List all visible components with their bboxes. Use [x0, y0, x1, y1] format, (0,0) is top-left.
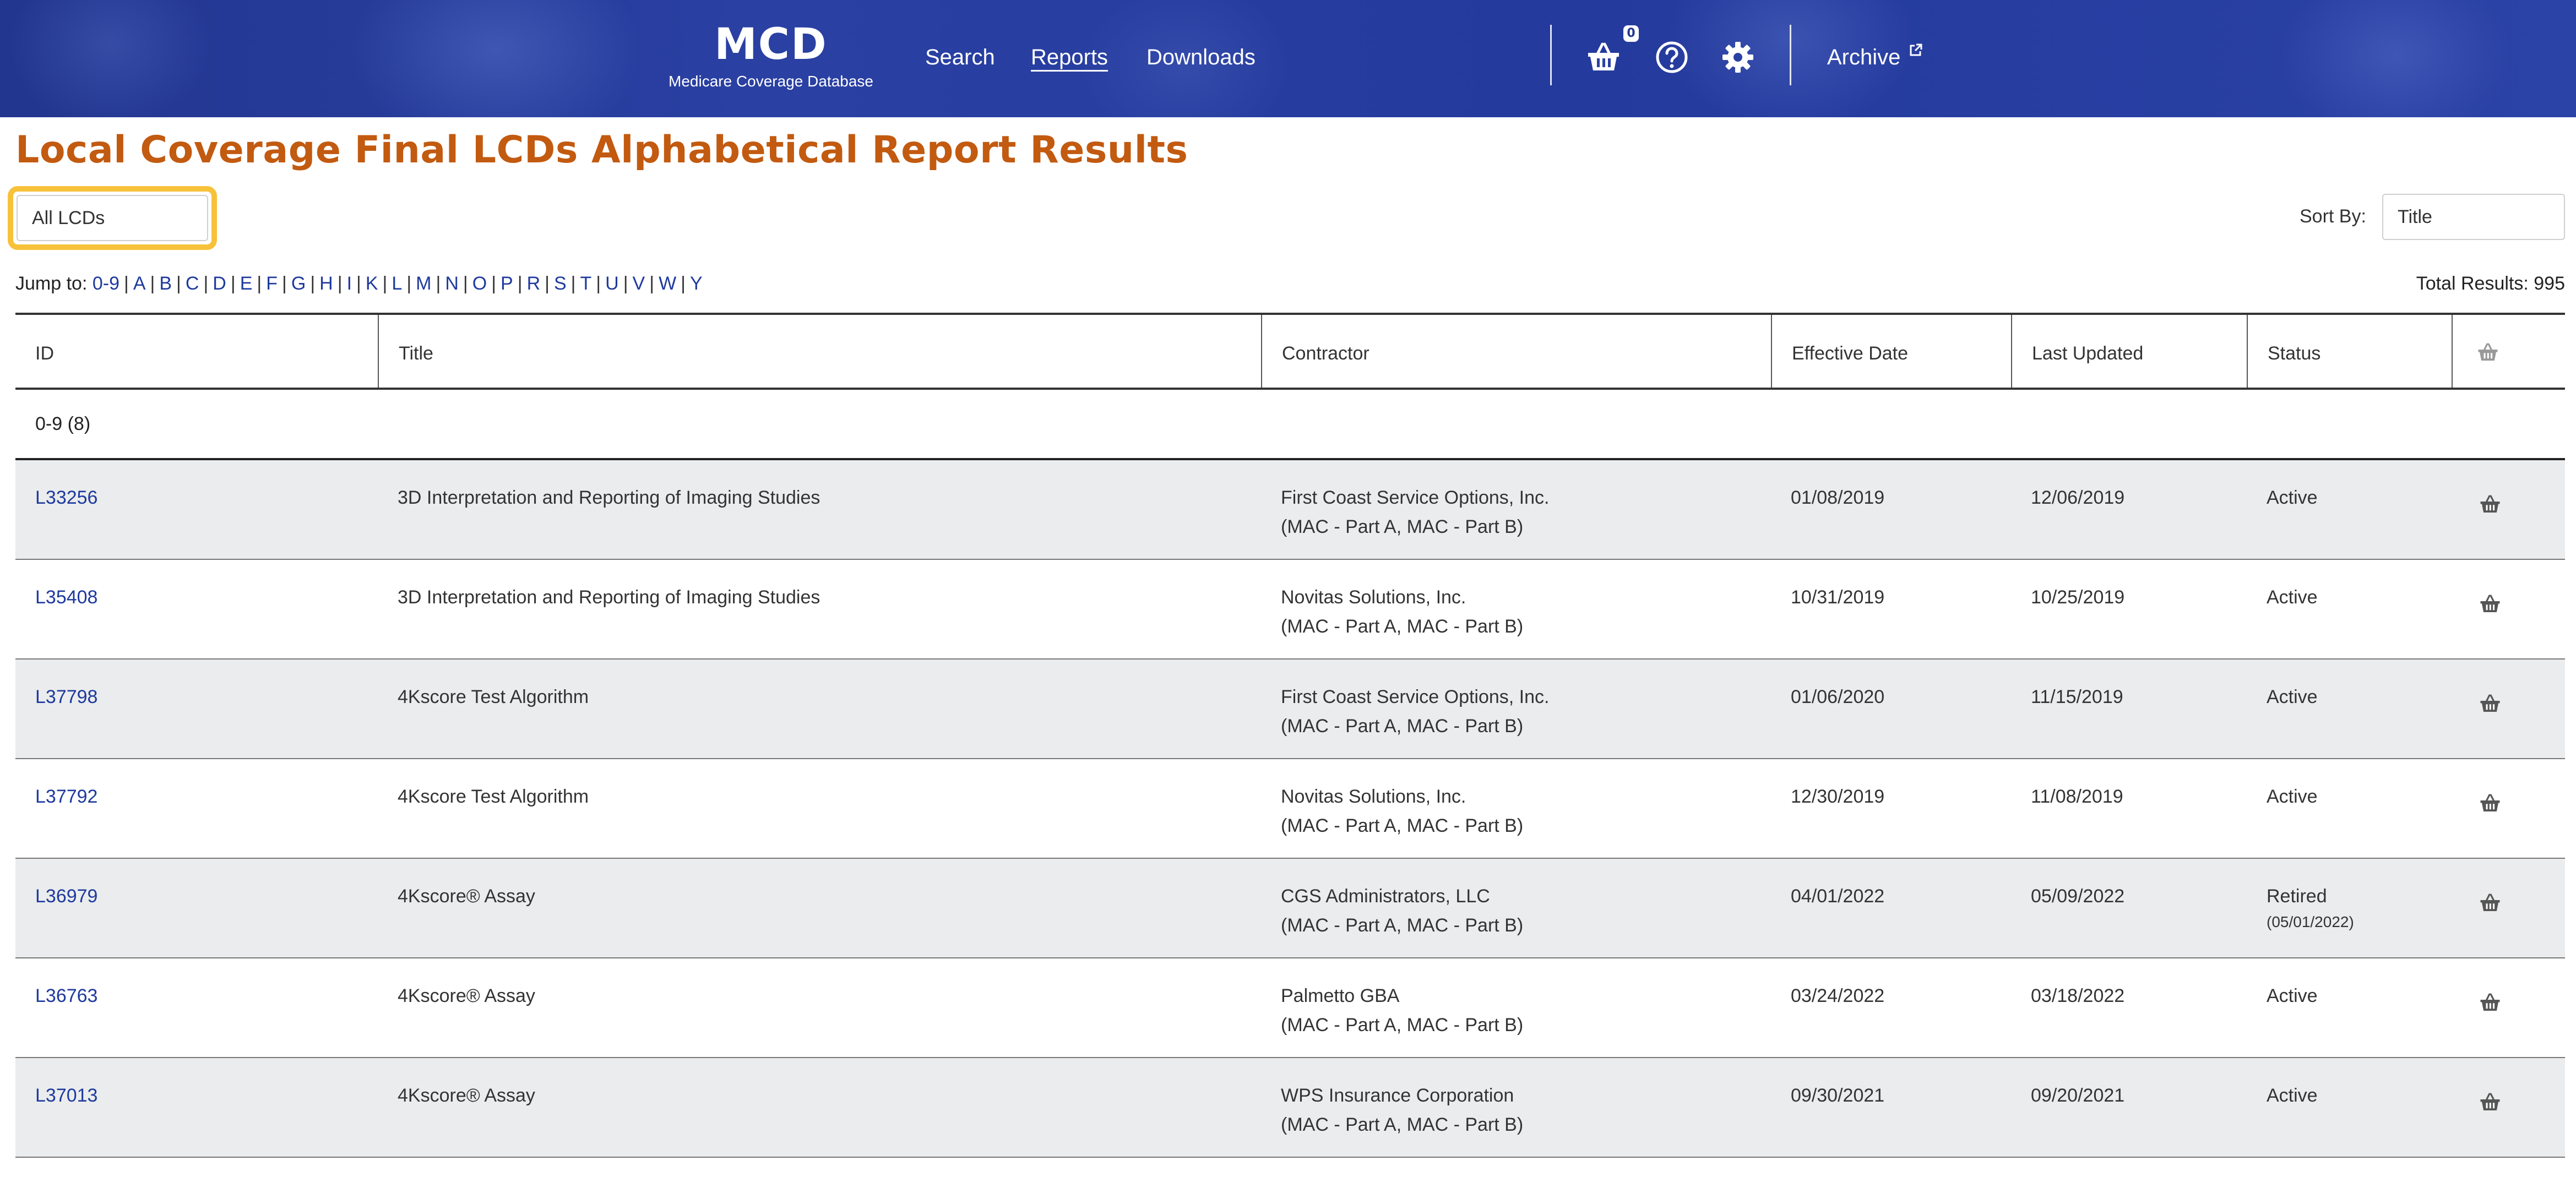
lcd-title: 4Kscore® Assay [398, 985, 535, 1006]
col-header-id[interactable]: ID [35, 343, 54, 364]
jump-separator: | [356, 273, 361, 294]
jump-separator: | [282, 273, 287, 294]
status-retired-date: (05/01/2022) [2267, 913, 2354, 930]
lcd-title: 4Kscore® Assay [398, 1085, 535, 1106]
add-to-basket-icon[interactable] [2479, 991, 2501, 1013]
lcd-title: 4Kscore Test Algorithm [398, 786, 589, 807]
table-row [15, 958, 2565, 1058]
total-results: Total Results: 995 [2416, 273, 2565, 294]
contractor [1281, 882, 1523, 940]
contractor [1281, 782, 1523, 841]
jump-separator: | [545, 273, 550, 294]
jump-separator: | [382, 273, 388, 294]
jump-separator: | [150, 273, 155, 294]
contractor-name: Novitas Solutions, Inc. [1281, 786, 1466, 807]
status-label: Active [2267, 985, 2318, 1006]
add-to-basket-icon[interactable] [2479, 892, 2501, 914]
contractor [1281, 583, 1523, 641]
lcd-id-link[interactable]: L37792 [35, 786, 98, 807]
jump-separator: | [681, 273, 686, 294]
lcd-id-link[interactable]: L36979 [35, 886, 98, 907]
jump-separator: | [491, 273, 497, 294]
lcd-filter-select[interactable]: All LCDs [17, 195, 208, 241]
table-row [15, 560, 2565, 660]
last-updated: 09/20/2021 [2031, 1085, 2125, 1106]
effective-date: 01/06/2020 [1791, 686, 1885, 707]
status [2267, 982, 2318, 1011]
status-label: Active [2267, 786, 2318, 807]
table-row [15, 660, 2565, 759]
jump-link[interactable]: R [526, 273, 541, 294]
gear-icon[interactable] [1720, 40, 1756, 75]
jump-link[interactable]: G [291, 273, 306, 294]
lcd-id-link[interactable]: L35408 [35, 587, 98, 608]
last-updated: 03/18/2022 [2031, 985, 2125, 1006]
filter-focus-ring [8, 186, 217, 250]
effective-date: 09/30/2021 [1791, 1085, 1885, 1106]
table-row [15, 759, 2565, 859]
jump-link[interactable]: 0-9 [92, 273, 119, 294]
jump-separator: | [123, 273, 129, 294]
help-icon[interactable] [1654, 40, 1689, 75]
jump-link[interactable]: C [185, 273, 199, 294]
jump-separator: | [649, 273, 655, 294]
group-header-0-9: 0-9 (8) [15, 390, 2565, 460]
add-to-basket-icon[interactable] [2479, 493, 2501, 515]
jump-separator: | [337, 273, 343, 294]
jump-separator: | [176, 273, 181, 294]
jump-link[interactable]: M [416, 273, 432, 294]
jump-separator: | [230, 273, 236, 294]
lcd-title: 4Kscore® Assay [398, 886, 535, 907]
add-to-basket-icon[interactable] [2479, 1091, 2501, 1113]
jump-link[interactable]: W [659, 273, 677, 294]
effective-date: 04/01/2022 [1791, 886, 1885, 907]
contractor [1281, 1081, 1523, 1140]
contractor-name: Novitas Solutions, Inc. [1281, 587, 1466, 608]
last-updated: 11/08/2019 [2031, 786, 2123, 807]
table-row [15, 460, 2565, 560]
site-logo[interactable] [661, 20, 881, 91]
jump-separator: | [596, 273, 601, 294]
status [2267, 583, 2318, 612]
jump-separator: | [517, 273, 523, 294]
last-updated: 11/15/2019 [2031, 686, 2123, 707]
status [2267, 782, 2318, 811]
jump-separator: | [570, 273, 576, 294]
jump-link[interactable]: O [472, 273, 487, 294]
lcd-id-link[interactable]: L33256 [35, 487, 98, 508]
jump-link[interactable]: T [580, 273, 592, 294]
contractor-type: (MAC - Part A, MAC - Part B) [1281, 915, 1524, 936]
lcd-title: 3D Interpretation and Reporting of Imaging Studies [398, 487, 820, 508]
jump-link[interactable]: V [632, 273, 645, 294]
header-divider [1790, 25, 1791, 85]
col-header-last-updated[interactable]: Last Updated [2011, 315, 2143, 388]
effective-date: 01/08/2019 [1791, 487, 1885, 508]
results-table [15, 313, 2565, 1158]
nav-reports[interactable]: Reports [1031, 45, 1108, 69]
jump-separator: | [463, 273, 468, 294]
lcd-title: 4Kscore Test Algorithm [398, 686, 589, 707]
effective-date: 12/30/2019 [1791, 786, 1885, 807]
jump-link[interactable]: Y [690, 273, 703, 294]
nav-downloads[interactable]: Downloads [1146, 45, 1256, 69]
table-header [15, 313, 2565, 390]
add-to-basket-icon[interactable] [2479, 693, 2501, 715]
status [2267, 882, 2354, 933]
status-label: Active [2267, 1085, 2318, 1106]
contractor-type: (MAC - Part A, MAC - Part B) [1281, 516, 1524, 537]
jump-label: Jump to: [15, 273, 88, 294]
jump-link[interactable]: F [266, 273, 278, 294]
status-label: Active [2267, 587, 2318, 608]
lcd-id-link[interactable]: L36763 [35, 985, 98, 1006]
col-header-cart [2452, 315, 2565, 388]
jump-link[interactable]: H [319, 273, 333, 294]
col-header-effective-date[interactable]: Effective Date [1771, 315, 1908, 388]
jump-link[interactable]: E [240, 273, 253, 294]
jump-link[interactable]: L [392, 273, 403, 294]
jump-link[interactable]: B [159, 273, 172, 294]
lcd-title: 3D Interpretation and Reporting of Imaging Studies [398, 587, 820, 608]
archive-link[interactable]: Archive [1827, 45, 1901, 69]
jump-link[interactable]: I [346, 273, 352, 294]
jump-link[interactable]: D [213, 273, 226, 294]
status-label: Active [2267, 686, 2318, 707]
contractor-type: (MAC - Part A, MAC - Part B) [1281, 1114, 1524, 1135]
contractor-name: WPS Insurance Corporation [1281, 1085, 1514, 1106]
last-updated: 12/06/2019 [2031, 487, 2125, 508]
contractor [1281, 683, 1550, 741]
last-updated: 10/25/2019 [2031, 587, 2125, 608]
site-header [0, 0, 2576, 117]
header-divider [1550, 25, 1552, 85]
basket-icon [2477, 341, 2499, 363]
jump-link[interactable]: P [501, 273, 513, 294]
col-header-status[interactable]: Status [2247, 315, 2320, 388]
last-updated: 05/09/2022 [2031, 886, 2125, 907]
sort-label: Sort By: [2300, 206, 2366, 227]
contractor-type: (MAC - Part A, MAC - Part B) [1281, 1015, 1524, 1036]
contractor-type: (MAC - Part A, MAC - Part B) [1281, 815, 1524, 836]
jump-link[interactable]: K [365, 273, 378, 294]
jump-separator: | [203, 273, 209, 294]
sort-select[interactable]: Title [2382, 194, 2565, 240]
jump-link[interactable]: U [605, 273, 619, 294]
logo-subtitle: Medicare Coverage Database [669, 73, 873, 90]
jump-link[interactable]: A [133, 273, 146, 294]
external-link-icon [1909, 43, 1923, 57]
contractor-name: CGS Administrators, LLC [1281, 886, 1490, 907]
add-to-basket-icon[interactable] [2479, 593, 2501, 615]
col-header-contractor[interactable]: Contractor [1261, 315, 1369, 388]
status-label: Retired [2267, 886, 2327, 907]
table-row [15, 859, 2565, 958]
jump-to-nav [15, 270, 703, 297]
col-header-title[interactable]: Title [378, 315, 433, 388]
jump-separator: | [310, 273, 316, 294]
contractor [1281, 483, 1550, 542]
lcd-id-link[interactable]: L37798 [35, 686, 98, 707]
status [2267, 683, 2318, 712]
contractor-name: Palmetto GBA [1281, 985, 1400, 1006]
status [2267, 483, 2318, 513]
add-to-basket-icon[interactable] [2479, 792, 2501, 814]
basket-icon[interactable] [1586, 40, 1621, 75]
jump-separator: | [623, 273, 628, 294]
jump-separator: | [257, 273, 262, 294]
effective-date: 03/24/2022 [1791, 985, 1885, 1006]
page-title: Local Coverage Final LCDs Alphabetical Report Results [15, 128, 1188, 172]
contractor-type: (MAC - Part A, MAC - Part B) [1281, 716, 1524, 737]
jump-link[interactable]: S [553, 273, 567, 294]
contractor-name: First Coast Service Options, Inc. [1281, 686, 1550, 707]
contractor [1281, 982, 1523, 1040]
jump-link[interactable]: N [445, 273, 459, 294]
contractor-type: (MAC - Part A, MAC - Part B) [1281, 616, 1524, 637]
logo-title: MCD [714, 20, 828, 69]
jump-separator: | [436, 273, 441, 294]
cart-count-badge: 0 [1623, 25, 1639, 42]
nav-search[interactable]: Search [925, 45, 995, 69]
status [2267, 1081, 2318, 1110]
contractor-name: First Coast Service Options, Inc. [1281, 487, 1550, 508]
lcd-id-link[interactable]: L37013 [35, 1085, 98, 1106]
status-label: Active [2267, 487, 2318, 508]
table-row [15, 1058, 2565, 1158]
effective-date: 10/31/2019 [1791, 587, 1885, 608]
jump-separator: | [406, 273, 412, 294]
